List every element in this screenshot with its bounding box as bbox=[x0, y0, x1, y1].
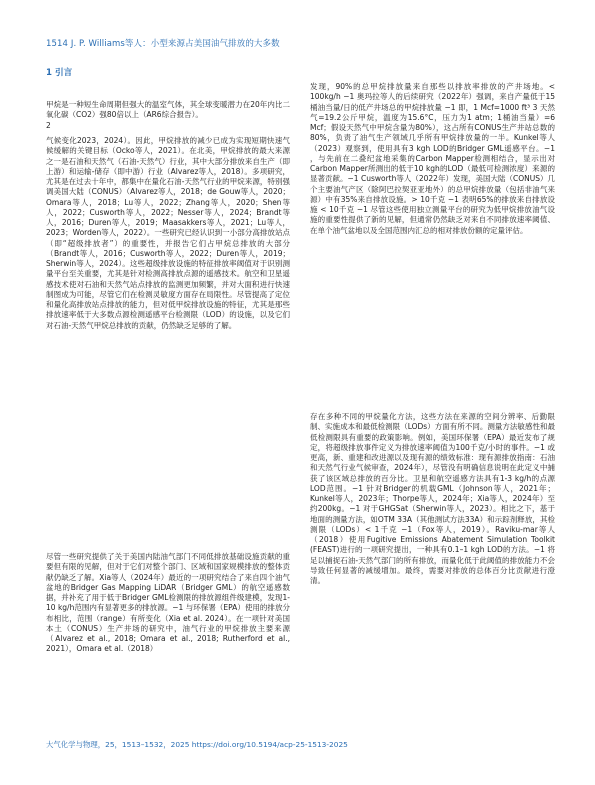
paragraph-text: 甲烷是一种短生命周期但强大的温室气体，其全球变暖潜力在20年内比二氧化碳（CO2）强80倍以上（AR6综合报告）。 2 bbox=[46, 100, 290, 130]
paragraph-text: 存在多种不同的甲烷量化方法，这些方法在来源的空间分辨率、后勤限制、实施成本和最低检测限（LODs）方面有所不同。测量方法敏感性和最低检测限具有重要的政策影响。例如，美国环保署（EPA）最近发布了规定，将超级排放事件定义为排放速率阈值为100千克/小时的事件。−1 或更高，新、重建和改进源以及现有源的绩效标准：现有源排放指南：石油和天然气行业气候审查，2024年），尽管没有明确信息说明在此定义中捕获了该区域总排放的百分比。卫星和航空遥感方法具有1-3 kg/h的点源LOD范围。−1 针对Bridger的机载GML（Johnson等人，2021年；Kunkel等人，2023年；Thorpe等人，2024年；Xia等人，2024年）至约200kg。−1 对于GHGSat（Sherwin等人，2023）。相比之下，基于地面的测量方法，如OTM 33A（其他测试方法33A）和示踪剂释放，其检测限（LODs）< 1千克 −1（Fox等人，2019）。Raviku-mar等人（2018）使用Fugitive Emissions Abatement Simulation Toolkit (FEAST)进行的一项研究提出，一种具有0.1–1 kgh LOD的方法。−1 将足以捕捉石油-天然气部门的所有排放，而量化低于此阈值的排放能力不会导致任何显著的减缓增加。最终，需要对排放的总体百分比贡献进行澄清。 bbox=[310, 412, 555, 585]
left-paragraph-1 bbox=[46, 100, 290, 131]
section-heading: 1 引言 bbox=[46, 68, 73, 78]
left-paragraph-3 bbox=[46, 552, 290, 695]
right-paragraph-2 bbox=[310, 412, 555, 656]
paragraph-text: 气候变化2023，2024）。因此，甲烷排放的减少已成为实现短期快速气候缓解的关键目标（Ocko等人，2021）。在北美，甲烷排放的最大来源之一是石油和天然气（石油-天然气）行业，其中大部分排放来自生产（即上游）和运输-储存（即中游）行业（Alvarez等人，2018）。多项研究，尤其是在过去十年中，都集中在量化石油-天然气行业的甲烷来源，特别强调美国大陆（CONUS）（Alvarez等人，2018；de Gouw等人，2020；Omara等人，2018；Lu等人，2022；Zhang等人，2020；Shen等人，2022；Cusworth等人，2022；Nesser等人，2024；Brandt等人，2016；Duren等人，2019；Maasakkers等人，2021；Lu等人，2023；Worden等人，2022）。一些研究已经认识到一小部分高排放站点（即“超级排放者”）的重要性，并报告它们占甲烷总排放的大部分（Brandt等人，2016；Cusworth等人，2022；Duren等人，2019；Sherwin等人，2024）。这些超级排放设施的特征排放率阈值对于识别测量平台至关重要，尤其是针对检测高排放点源的遥感技术。航空和卫星遥感技术使对石油和天然气站点排放的监测更加频繁，并对大面积进行快速制图成为可能，尽管它们在检测灵敏度方面存在局限性。尽管提高了定位和量化高排放站点排放的能力，但对低甲烷排放设施的特征，尤其是那些排放速率低于大多数点源检测遥感平台检测限（LOD）的设施，以及它们对石油-天然气甲烷总排放的贡献，仍然缺乏足够的了解。 bbox=[46, 136, 290, 330]
paragraph-text: 尽管一些研究提供了关于美国内陆油气部门不同低排放基础设施贡献的重要但有限的见解，但对于它们对整个部门、区域和国家规模排放的整体贡献仍缺乏了解。Xia等人（2024年）最近的一项研究结合了来自四个油气盆地的Bridger Gas Mapping LiDAR（Bridger GML）的航空遥感数据，并补充了用于低于Bridger GML检测限的排放源组件级建模，发现1-10 kg/h范围内有显著更多的排放源。−1 与环保署（EPA）使用的排放分布相比，范围（range）有所变化（Xia et al. 2024）。在一项针对美国本土（CONUS）生产井场的研究中，油气行业的甲烷排放主要来源（Alvarez et al., 2018; Omara et al., 2018; Rutherford et al., 2021），Omara et al.（2018） bbox=[46, 552, 290, 654]
running-head: 1514 J. P. Williams等人：小型来源占美国油气排放的大多数 bbox=[46, 39, 280, 49]
paragraph-text: 发现，90%的总甲烷排放量来自那些以排放率排放的产井场地。< 100kg/h −1 奥玛拉等人的后续研究（2022年）强调，来自产量低于15桶油当量/日的低产井场总的甲烷排放量 −1 即，1 Mcf=1000 ft³ 3 天然气=19.2公斤甲烷，温度为15.6°C，压力为1 atm；1桶油当量）=6 Mcf；假设天然气中甲烷含量为80%），这占所有CONUS生产井站总数的80%，负责了油气生产领域几乎所有甲烷排放量的一半。Kunkel等人（2023）观察到，使用具有3 kgh LOD的Bridger GML遥感平台。−1 ，与先前在二叠纪盆地采集的Carbon Mapper检测相结合，显示出对Carbon Mapper所测出的低于10 kgh的LOD（最低可检测浓度）来源的显著贡献。−1 Cusworth等人（2022年）发现，美国大陆（CONUS）几个主要油气产区（除阿巴拉契亚亚地外）的总甲烷排放量（包括非油气来源）中有35%来自排放设施。> 10千克 −1 表明65%的排放来自排放设施 < 10千克 −1 尽管这些使用独立测量平台的研究为低甲烷排放油气设施的重要性提供了新的见解，但通常仍然缺乏对来自不同排放速率阈值、在单个油气盆地以及全国范围内汇总的相对排放份额的定量评估。 bbox=[310, 82, 555, 235]
right-paragraph-1 bbox=[310, 82, 555, 348]
page-footer: 大气化学与物理，25，1513–1532，2025 https://doi.org/10.5194/acp-25-1513-2025 bbox=[46, 740, 348, 749]
left-paragraph-2 bbox=[46, 136, 290, 446]
